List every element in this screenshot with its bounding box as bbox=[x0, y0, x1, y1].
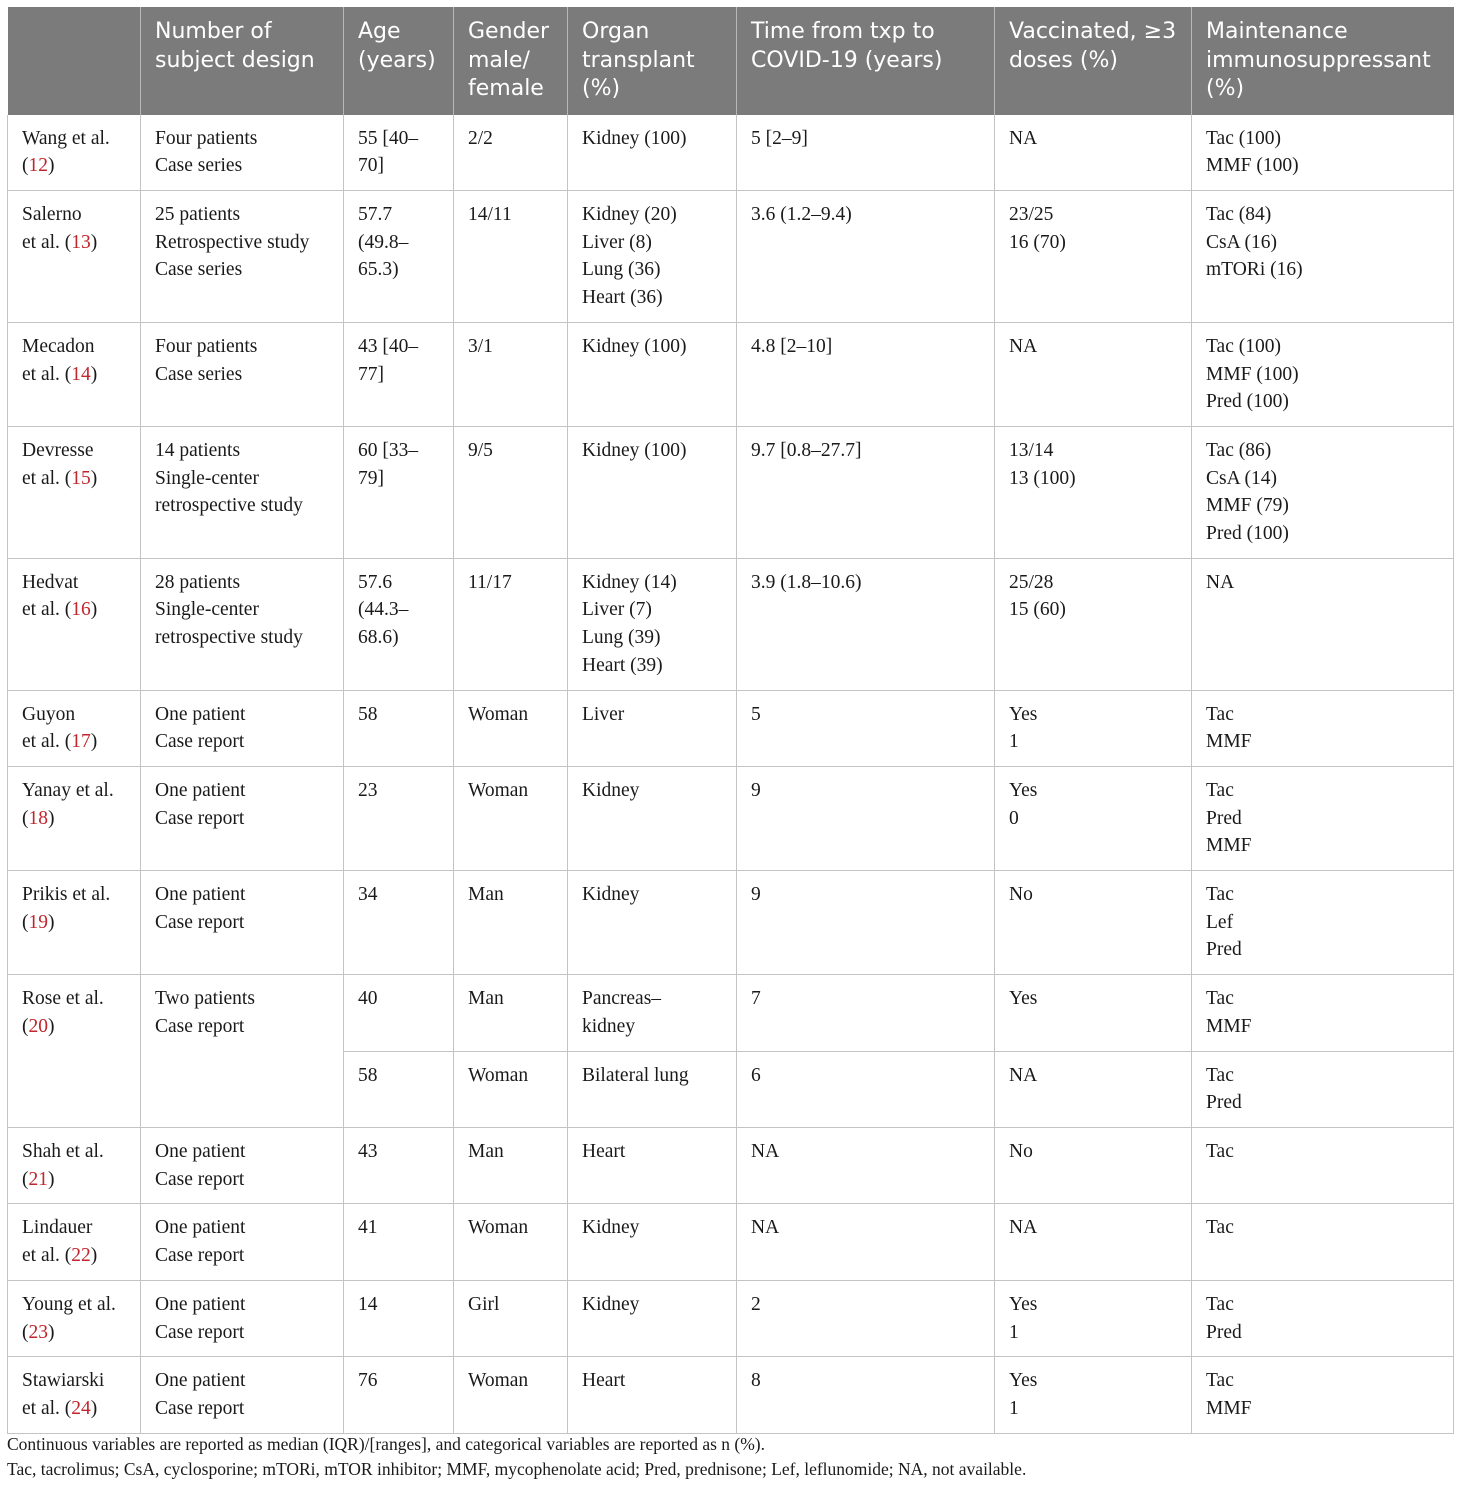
time-cell: 9 bbox=[737, 766, 995, 870]
organ-cell: Pancreas– kidney bbox=[568, 975, 737, 1051]
organ-cell: Kidney (14) Liver (7) Lung (39) Heart (39) bbox=[568, 558, 737, 690]
table-row bbox=[8, 191, 1454, 323]
study-cell: Young et al. (23) bbox=[8, 1280, 141, 1356]
header-gender: Gender male/ female bbox=[454, 7, 568, 115]
time-cell: 9.7 [0.8–27.7] bbox=[737, 426, 995, 558]
vaccinated-cell: Yes 1 bbox=[995, 1280, 1192, 1356]
subject-design-cell: One patient Case report bbox=[141, 766, 344, 870]
time-cell: NA bbox=[737, 1204, 995, 1280]
study-cell: Yanay et al. (18) bbox=[8, 766, 141, 870]
subject-design-cell: Four patients Case series bbox=[141, 322, 344, 426]
gender-cell: Girl bbox=[454, 1280, 568, 1356]
reference-link[interactable]: 12 bbox=[28, 155, 48, 177]
study-name: Guyon et al. bbox=[22, 703, 76, 753]
gender-cell: Man bbox=[454, 1127, 568, 1203]
study-cell: Rose et al. (20) bbox=[8, 975, 141, 1128]
reference-link[interactable]: 24 bbox=[71, 1397, 91, 1419]
study-cell: Wang et al. (12) bbox=[8, 115, 141, 191]
study-cell: Stawiarski et al. (24) bbox=[8, 1357, 141, 1433]
footnote-line: Tac, tacrolimus; CsA, cyclosporine; mTORi, mTOR inhibitor; MMF, mycophenolate acid; Pred, prednisone; Lef, leflunomide; NA, not available. bbox=[7, 1459, 1027, 1479]
vaccinated-cell: Yes 1 bbox=[995, 690, 1192, 766]
age-cell: 55 [40– 70] bbox=[344, 115, 454, 191]
age-cell: 34 bbox=[344, 871, 454, 975]
reference-link[interactable]: 17 bbox=[71, 731, 91, 753]
vaccinated-cell: 25/28 15 (60) bbox=[995, 558, 1192, 690]
vaccinated-cell: No bbox=[995, 1127, 1192, 1203]
gender-cell: 9/5 bbox=[454, 426, 568, 558]
subject-design-cell: 28 patients Single-center retrospective study bbox=[141, 558, 344, 690]
subject-design-cell: 25 patients Retrospective study Case series bbox=[141, 191, 344, 323]
study-name: Rose et al. bbox=[22, 988, 104, 1010]
study-name: Lindauer et al. bbox=[22, 1217, 93, 1267]
table-row bbox=[8, 426, 1454, 558]
age-cell: 43 bbox=[344, 1127, 454, 1203]
age-cell: 40 bbox=[344, 975, 454, 1051]
immunosuppressant-cell: Tac MMF bbox=[1192, 1357, 1454, 1433]
subject-design-cell: One patient Case report bbox=[141, 1280, 344, 1356]
table-row bbox=[8, 1127, 1454, 1203]
study-cell: Mecadon et al. (14) bbox=[8, 322, 141, 426]
age-cell: 41 bbox=[344, 1204, 454, 1280]
reference-link[interactable]: 14 bbox=[71, 363, 91, 385]
organ-cell: Heart bbox=[568, 1127, 737, 1203]
study-name: Salerno et al. bbox=[22, 204, 82, 253]
time-cell: 3.9 (1.8–10.6) bbox=[737, 558, 995, 690]
immunosuppressant-cell: Tac (86) CsA (14) MMF (79) Pred (100) bbox=[1192, 426, 1454, 558]
study-name: Stawiarski et al. bbox=[22, 1370, 105, 1419]
immunosuppressant-cell: Tac (84) CsA (16) mTORi (16) bbox=[1192, 191, 1454, 323]
organ-cell: Heart bbox=[568, 1357, 737, 1433]
study-cell: Shah et al. (21) bbox=[8, 1127, 141, 1203]
table-body bbox=[8, 115, 1454, 1434]
gender-cell: Woman bbox=[454, 1051, 568, 1127]
immunosuppressant-cell: Tac (100) MMF (100) bbox=[1192, 115, 1454, 191]
age-cell: 57.6 (44.3– 68.6) bbox=[344, 558, 454, 690]
age-cell: 43 [40– 77] bbox=[344, 322, 454, 426]
reference-link[interactable]: 15 bbox=[71, 467, 91, 489]
vaccinated-cell: No bbox=[995, 871, 1192, 975]
header-organ: Organ transplant (%) bbox=[568, 7, 737, 115]
study-name: Devresse et al. bbox=[22, 439, 94, 489]
vaccinated-cell: Yes 1 bbox=[995, 1357, 1192, 1433]
reference-link[interactable]: 16 bbox=[71, 599, 91, 621]
study-name: Young et al. bbox=[22, 1293, 116, 1315]
footnote-line: Continuous variables are reported as median (IQR)/[ranges], and categorical variables are reported as n (%). bbox=[7, 1434, 766, 1454]
organ-cell: Kidney bbox=[568, 766, 737, 870]
organ-cell: Kidney bbox=[568, 1204, 737, 1280]
gender-cell: 14/11 bbox=[454, 191, 568, 323]
time-cell: NA bbox=[737, 1127, 995, 1203]
subject-design-cell: One patient Case report bbox=[141, 690, 344, 766]
study-cell: Guyon et al. (17) bbox=[8, 690, 141, 766]
table-row bbox=[8, 690, 1454, 766]
table-row bbox=[8, 871, 1454, 975]
immunosuppressant-cell: Tac Pred bbox=[1192, 1280, 1454, 1356]
vaccinated-cell: NA bbox=[995, 322, 1192, 426]
time-cell: 5 [2–9] bbox=[737, 115, 995, 191]
table-row bbox=[8, 322, 1454, 426]
header-time: Time from txp to COVID-19 (years) bbox=[737, 7, 995, 115]
organ-cell: Kidney bbox=[568, 871, 737, 975]
immunosuppressant-cell: Tac bbox=[1192, 1127, 1454, 1203]
study-name: Wang et al. bbox=[22, 127, 110, 149]
reference-link[interactable]: 20 bbox=[28, 1015, 48, 1037]
vaccinated-cell: Yes bbox=[995, 975, 1192, 1051]
time-cell: 5 bbox=[737, 690, 995, 766]
header-immunosuppressant: Maintenance immunosuppressant (%) bbox=[1192, 7, 1454, 115]
header-subject-design: Number of subject design bbox=[141, 7, 344, 115]
reference-link[interactable]: 23 bbox=[28, 1321, 48, 1343]
table-footnotes bbox=[7, 1432, 1453, 1482]
reference-link[interactable]: 21 bbox=[28, 1168, 48, 1190]
time-cell: 3.6 (1.2–9.4) bbox=[737, 191, 995, 323]
table-row bbox=[8, 766, 1454, 870]
transplant-covid-table bbox=[7, 7, 1454, 1434]
table-row bbox=[8, 1357, 1454, 1433]
organ-cell: Liver bbox=[568, 690, 737, 766]
study-name: Hedvat et al. bbox=[22, 571, 79, 621]
organ-cell: Kidney (100) bbox=[568, 115, 737, 191]
study-name: Prikis et al. bbox=[22, 884, 111, 906]
immunosuppressant-cell: Tac Pred MMF bbox=[1192, 766, 1454, 870]
subject-design-cell: One patient Case report bbox=[141, 1204, 344, 1280]
study-cell: Salerno et al. (13) bbox=[8, 191, 141, 323]
table-row bbox=[8, 1204, 1454, 1280]
table-container bbox=[7, 7, 1453, 1434]
gender-cell: Man bbox=[454, 975, 568, 1051]
header-age: Age (years) bbox=[344, 7, 454, 115]
gender-cell: Woman bbox=[454, 1204, 568, 1280]
immunosuppressant-cell: Tac MMF bbox=[1192, 690, 1454, 766]
organ-cell: Kidney bbox=[568, 1280, 737, 1356]
table-row bbox=[8, 975, 1454, 1051]
subject-design-cell: Two patients Case report bbox=[141, 975, 344, 1128]
reference-link[interactable]: 22 bbox=[71, 1245, 91, 1267]
vaccinated-cell: Yes 0 bbox=[995, 766, 1192, 870]
time-cell: 8 bbox=[737, 1357, 995, 1433]
gender-cell: 11/17 bbox=[454, 558, 568, 690]
study-name: Mecadon et al. bbox=[22, 335, 95, 385]
age-cell: 58 bbox=[344, 1051, 454, 1127]
table-row bbox=[8, 1280, 1454, 1356]
age-cell: 58 bbox=[344, 690, 454, 766]
study-name: Yanay et al. bbox=[22, 779, 114, 801]
vaccinated-cell: 23/25 16 (70) bbox=[995, 191, 1192, 323]
header-vaccinated: Vaccinated, ≥3 doses (%) bbox=[995, 7, 1192, 115]
time-cell: 9 bbox=[737, 871, 995, 975]
gender-cell: Woman bbox=[454, 766, 568, 870]
organ-cell: Kidney (20) Liver (8) Lung (36) Heart (36) bbox=[568, 191, 737, 323]
reference-link[interactable]: 13 bbox=[71, 231, 91, 253]
table-row bbox=[8, 558, 1454, 690]
immunosuppressant-cell: Tac Pred bbox=[1192, 1051, 1454, 1127]
header-row bbox=[8, 7, 1454, 115]
gender-cell: 3/1 bbox=[454, 322, 568, 426]
vaccinated-cell: 13/14 13 (100) bbox=[995, 426, 1192, 558]
subject-design-cell: 14 patients Single-center retrospective study bbox=[141, 426, 344, 558]
organ-cell: Kidney (100) bbox=[568, 322, 737, 426]
vaccinated-cell: NA bbox=[995, 1204, 1192, 1280]
study-cell: Devresse et al. (15) bbox=[8, 426, 141, 558]
study-cell: Lindauer et al. (22) bbox=[8, 1204, 141, 1280]
vaccinated-cell: NA bbox=[995, 115, 1192, 191]
immunosuppressant-cell: Tac bbox=[1192, 1204, 1454, 1280]
subject-design-cell: One patient Case report bbox=[141, 871, 344, 975]
immunosuppressant-cell: NA bbox=[1192, 558, 1454, 690]
study-name: Shah et al. bbox=[22, 1140, 104, 1162]
time-cell: 6 bbox=[737, 1051, 995, 1127]
immunosuppressant-cell: Tac MMF bbox=[1192, 975, 1454, 1051]
subject-design-cell: Four patients Case series bbox=[141, 115, 344, 191]
study-cell: Prikis et al. (19) bbox=[8, 871, 141, 975]
age-cell: 76 bbox=[344, 1357, 454, 1433]
age-cell: 60 [33– 79] bbox=[344, 426, 454, 558]
age-cell: 57.7 (49.8– 65.3) bbox=[344, 191, 454, 323]
gender-cell: Man bbox=[454, 871, 568, 975]
gender-cell: Woman bbox=[454, 1357, 568, 1433]
subject-design-cell: One patient Case report bbox=[141, 1127, 344, 1203]
age-cell: 14 bbox=[344, 1280, 454, 1356]
organ-cell: Kidney (100) bbox=[568, 426, 737, 558]
reference-link[interactable]: 18 bbox=[28, 807, 48, 829]
gender-cell: Woman bbox=[454, 690, 568, 766]
time-cell: 2 bbox=[737, 1280, 995, 1356]
gender-cell: 2/2 bbox=[454, 115, 568, 191]
immunosuppressant-cell: Tac Lef Pred bbox=[1192, 871, 1454, 975]
study-cell: Hedvat et al. (16) bbox=[8, 558, 141, 690]
reference-link[interactable]: 19 bbox=[28, 911, 48, 933]
subject-design-cell: One patient Case report bbox=[141, 1357, 344, 1433]
age-cell: 23 bbox=[344, 766, 454, 870]
time-cell: 4.8 [2–10] bbox=[737, 322, 995, 426]
vaccinated-cell: NA bbox=[995, 1051, 1192, 1127]
header-study bbox=[8, 7, 141, 115]
table-row bbox=[8, 115, 1454, 191]
organ-cell: Bilateral lung bbox=[568, 1051, 737, 1127]
immunosuppressant-cell: Tac (100) MMF (100) Pred (100) bbox=[1192, 322, 1454, 426]
time-cell: 7 bbox=[737, 975, 995, 1051]
